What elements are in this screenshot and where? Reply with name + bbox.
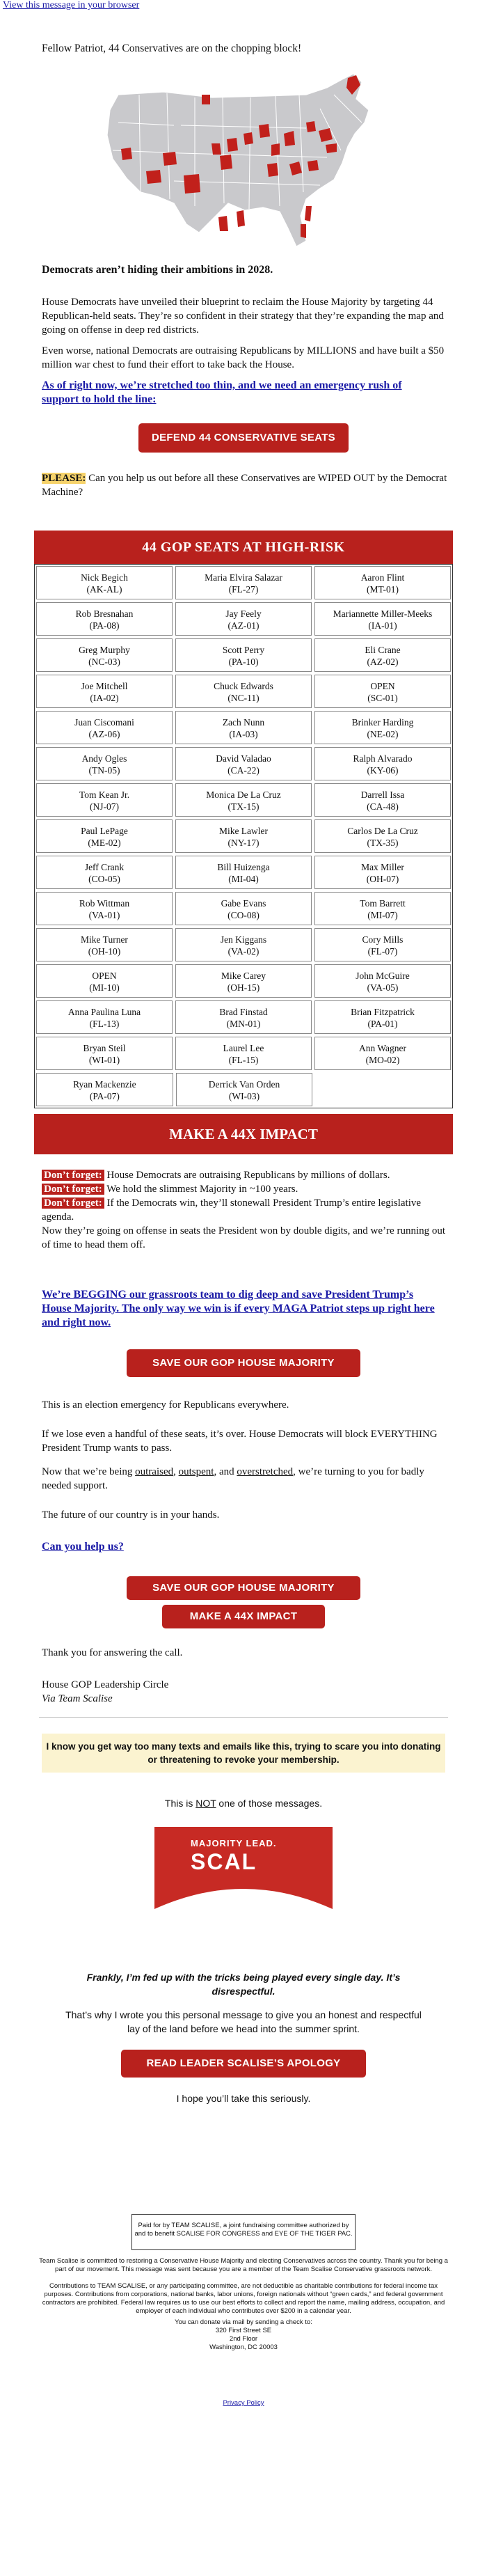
note-banner: I know you get way too many texts and emails like this, trying to scare you into donating or threatening to revoke your membership. [42, 1734, 445, 1773]
make-impact-button[interactable]: MAKE A 44X IMPACT [162, 1605, 325, 1628]
seat-cell: Aaron Flint (MT-01) [314, 566, 451, 599]
please-text: Can you help us out before all these Conservatives are WIPED OUT by the Democrat Machine? [42, 473, 447, 498]
dont-forget-item: If the Democrats win, they’ll stonewall President Trump’s entire legislative agenda. [42, 1197, 422, 1223]
seat-cell: Anna Paulina Luna (FL-13) [36, 1000, 173, 1034]
seats-row [35, 1035, 452, 1071]
footer-address-3: Washington, DC 20003 [209, 2343, 278, 2351]
outspent-word: outspent [178, 1466, 214, 1477]
seat-cell: David Valadao (CA-22) [175, 747, 312, 780]
dont-forget-list [42, 1168, 449, 1252]
seats-row [35, 782, 452, 818]
seat-cell: Max Miller (OH-07) [314, 856, 451, 889]
outraised-word: outraised [135, 1466, 174, 1477]
personal-message-paragraph: That’s why I wrote you this personal message to give you an honest and respectful lay of the land before we head into the summer sprint. [65, 2009, 422, 2034]
seats-row [35, 818, 452, 854]
seat-cell: Brad Finstad (MN-01) [175, 1000, 312, 1034]
seats-row [35, 890, 452, 927]
dont-forget-label: Don’t forget: [42, 1184, 104, 1195]
seats-table-title: 44 GOP SEATS AT HIGH-RISK [34, 531, 453, 564]
seats-row [35, 1071, 452, 1108]
seat-cell: Greg Murphy (NC-03) [36, 638, 173, 672]
footer-address-2: 2nd Floor [229, 2335, 258, 2343]
seat-cell: Monica De La Cruz (TX-15) [175, 783, 312, 817]
seat-cell: Tom Barrett (MI-07) [314, 892, 451, 925]
seats-row [35, 999, 452, 1035]
seat-cell: Jeff Crank (CO-05) [36, 856, 173, 889]
seat-cell: Nick Begich (AK-AL) [36, 566, 173, 599]
greeting: Fellow Patriot, 44 Conservatives are on the chopping block! [42, 42, 302, 54]
seat-cell: Zach Nunn (IA-03) [175, 711, 312, 744]
seats-row [35, 637, 452, 673]
seat-cell: Derrick Van Orden (WI-03) [176, 1073, 313, 1106]
not-emphasis: NOT [195, 1798, 216, 1809]
seat-cell: Eli Crane (AZ-02) [314, 638, 451, 672]
seat-cell: Mike Turner (OH-10) [36, 928, 173, 961]
paid-for-box: Paid for by TEAM SCALISE, a joint fundraising committee authorized by and to benefit SCALISE FOR CONGRESS and EYE OF THE TIGER PAC. [131, 2214, 356, 2250]
overstretched-word: overstretched [237, 1466, 294, 1477]
seats-row [35, 854, 452, 890]
seat-cell: Chuck Edwards (NC-11) [175, 675, 312, 708]
save-majority-button-2[interactable]: SAVE OUR GOP HOUSE MAJORITY [127, 1576, 360, 1600]
seat-cell: Jay Feely (AZ-01) [175, 602, 312, 636]
seat-cell: Bill Huizenga (MI-04) [175, 856, 312, 889]
seat-cell: Tom Kean Jr. (NJ-07) [36, 783, 173, 817]
not-one-of-those [42, 1796, 445, 1810]
seat-cell: Gabe Evans (CO-08) [175, 892, 312, 925]
dont-forget-label: Don’t forget: [42, 1170, 104, 1181]
footer-legal: Contributions to TEAM SCALISE, or any participating committee, are not deductible as charitable contributions for federal income tax purposes. Contributions from corporations, national banks, labor unions, foreign nationals without “green cards,” and federal government contractors are prohibited. Federal law requires us to use our best efforts to collect and report the name, mailing address, occupation, and employer of each individual who contributes over $200 in a calendar year. [42, 2282, 445, 2315]
support-text: , [173, 1466, 179, 1477]
footer-commitment: Team Scalise is committed to restoring a Conservative House Majority and electing Conservatives across the country. Thank you for being a part of our movement. This message was sent because you are a member of the Team Scalise Conservative grassroots network. [39, 2257, 448, 2273]
support-text: , and [214, 1466, 237, 1477]
take-seriously-text: I hope you’ll take this seriously. [176, 2093, 311, 2104]
paragraph-blueprint: House Democrats have unveiled their blueprint to reclaim the House Majority by targeting 44 Republican-held seats. They’re so confident in their strategy that they’re expanding the map and going on offense in deep red districts. [42, 297, 444, 336]
logo-line-1: MAJORITY LEAD. [191, 1838, 277, 1848]
footer-address-1: 320 First Street SE [215, 2327, 272, 2334]
footer-mail-intro: You can donate via mail by sending a check to: [175, 2318, 312, 2326]
future-paragraph: The future of our country is in your hands. [42, 1509, 220, 1521]
seat-cell: Maria Elvira Salazar (FL-27) [175, 566, 312, 599]
seat-cell: Andy Ogles (TN-05) [36, 747, 173, 780]
please-label: PLEASE: [42, 473, 86, 484]
support-paragraph [42, 1465, 431, 1493]
seat-cell: Bryan Steil (WI-01) [36, 1037, 173, 1070]
seat-cell: OPEN (SC-01) [314, 675, 451, 708]
seats-row [35, 963, 452, 999]
signature-org: House GOP Leadership Circle [42, 1679, 169, 1690]
read-apology-button[interactable]: READ LEADER SCALISE’S APOLOGY [121, 2050, 366, 2078]
seat-cell: Ryan Mackenzie (PA-07) [36, 1073, 173, 1106]
dont-forget-item: House Democrats are outraising Republicans by millions of dollars. [104, 1170, 390, 1181]
seat-cell: Cory Mills (FL-07) [314, 928, 451, 961]
seats-row [35, 709, 452, 746]
seat-cell: Darrell Issa (CA-48) [314, 783, 451, 817]
seats-row [35, 746, 452, 782]
seat-cell: Mariannette Miller-Meeks (IA-01) [314, 602, 451, 636]
not-one-text: one of those messages. [216, 1798, 323, 1809]
dont-forget-item: We hold the slimmest Majority in ~100 years. [104, 1184, 298, 1195]
frankly-statement: Frankly, I’m fed up with the tricks being played every single day. It’s disrespectful. [86, 1972, 401, 1997]
seat-cell: Jen Kiggans (VA-02) [175, 928, 312, 961]
seats-row [35, 927, 452, 963]
seat-cell: Brian Fitzpatrick (PA-01) [314, 1000, 451, 1034]
us-district-map [97, 67, 390, 249]
lose-seats-paragraph: If we lose even a handful of these seats, it’s over. House Democrats will block EVERYTHING President Trump wants to pass. [42, 1429, 438, 1454]
seat-cell: John McGuire (VA-05) [314, 964, 451, 998]
emergency-paragraph: This is an election emergency for Republicans everywhere. [42, 1399, 289, 1411]
seats-table [34, 564, 453, 1108]
save-majority-button[interactable]: SAVE OUR GOP HOUSE MAJORITY [127, 1349, 360, 1377]
headline: Democrats aren’t hiding their ambitions in 2028. [42, 264, 273, 276]
seats-row [35, 673, 452, 709]
impact-banner[interactable]: MAKE A 44X IMPACT [34, 1114, 453, 1154]
seats-row [35, 565, 452, 601]
view-in-browser-link[interactable]: View this message in your browser [3, 0, 140, 10]
paragraph-outraising: Even worse, national Democrats are outraising Republicans by MILLIONS and have built a $50 million war chest to fund their effort to take back the House. [42, 345, 445, 370]
signature-via: Via Team Scalise [42, 1693, 113, 1704]
seat-cell: Carlos De La Cruz (TX-35) [314, 819, 451, 853]
seat-cell: Rob Bresnahan (PA-08) [36, 602, 173, 636]
defend-seats-button[interactable]: DEFEND 44 CONSERVATIVE SEATS [138, 423, 349, 453]
privacy-policy-link[interactable]: Privacy Policy [223, 2399, 264, 2407]
logo-line-2: SCAL [191, 1849, 257, 1874]
seat-cell: Scott Perry (PA-10) [175, 638, 312, 672]
seat-cell: Ralph Alvarado (KY-06) [314, 747, 451, 780]
offense-note: Now they’re going on offense in seats the President won by double digits, and we’re running out of time to head them off. [42, 1225, 446, 1250]
can-you-help-link[interactable]: Can you help us? [42, 1541, 124, 1553]
seat-cell: Paul LePage (ME-02) [36, 819, 173, 853]
seat-cell: Mike Lawler (NY-17) [175, 819, 312, 853]
seat-cell: Brinker Harding (NE-02) [314, 711, 451, 744]
emergency-support-link[interactable]: As of right now, we’re stretched too thin, and we need an emergency rush of support to hold the line: [42, 379, 402, 405]
seat-cell: Joe Mitchell (IA-02) [36, 675, 173, 708]
thanks-text: Thank you for answering the call. [42, 1647, 183, 1658]
seats-row [35, 601, 452, 637]
seat-cell: Rob Wittman (VA-01) [36, 892, 173, 925]
seat-cell [315, 1073, 451, 1106]
support-text: , we’re turning to you for badly needed support. [42, 1466, 424, 1491]
seat-cell: OPEN (MI-10) [36, 964, 173, 998]
support-text: Now that we’re being [42, 1466, 136, 1477]
majority-leader-logo [154, 1827, 333, 1924]
section-divider [39, 1717, 448, 1718]
begging-link[interactable]: We’re BEGGING our grassroots team to dig deep and save President Trump’s House Majority. The only way we win is if every MAGA Patriot steps up right here and right now. [42, 1289, 435, 1328]
please-paragraph [42, 471, 449, 499]
seat-cell: Mike Carey (OH-15) [175, 964, 312, 998]
seat-cell: Laurel Lee (FL-15) [175, 1037, 312, 1070]
seat-cell: Ann Wagner (MO-02) [314, 1037, 451, 1070]
seat-cell: Juan Ciscomani (AZ-06) [36, 711, 173, 744]
not-one-text: This is [164, 1798, 196, 1809]
dont-forget-label: Don’t forget: [42, 1197, 104, 1209]
